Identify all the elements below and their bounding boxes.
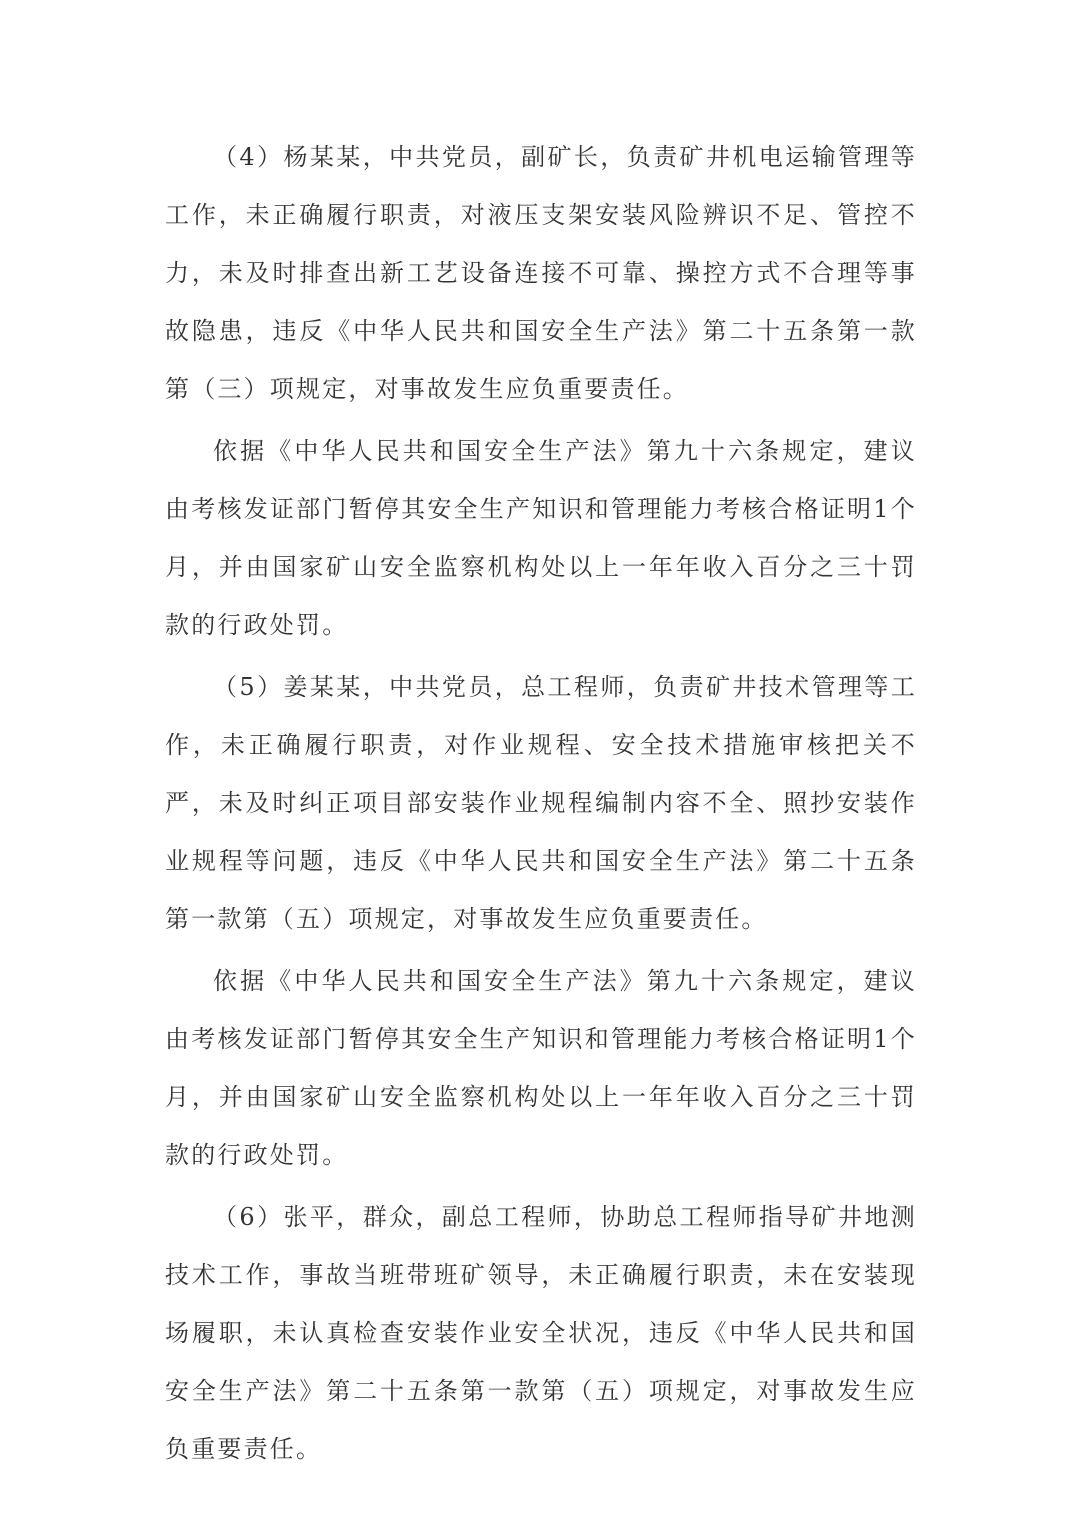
paragraph-jiang-penalty: 依据《中华人民共和国安全生产法》第九十六条规定，建议由考核发证部门暂停其安全生产知识和管理能力考核合格证明1个月，并由国家矿山安全监察机构处以上一年年收入百分之三十罚款的行政处罚。 bbox=[165, 967, 917, 1169]
paragraph-yang-penalty: 依据《中华人民共和国安全生产法》第九十六条规定，建议由考核发证部门暂停其安全生产知识和管理能力考核合格证明1个月，并由国家矿山安全监察机构处以上一年年收入百分之三十罚款的行政处罚。 bbox=[165, 437, 917, 639]
paragraph-yang-responsibility: （4）杨某某，中共党员，副矿长，负责矿井机电运输管理等工作，未正确履行职责，对液压支架安装风险辨识不足、管控不力，未及时排查出新工艺设备连接不可靠、操控方式不合理等事故隐患，违反《中华人民共和国安全生产法》第二十五条第一款第（三）项规定，对事故发生应负重要责任。 bbox=[165, 143, 917, 403]
paragraph-zhang-responsibility: （6）张平，群众，副总工程师，协助总工程师指导矿井地测技术工作，事故当班带班矿领导，未正确履行职责，未在安装现场履职，未认真检查安装作业安全状况，违反《中华人民共和国安全生产法》第二十五条第一款第（五）项规定，对事故发生应负重要责任。 bbox=[165, 1203, 917, 1463]
document-body bbox=[165, 128, 917, 1478]
paragraph-jiang-responsibility: （5）姜某某，中共党员，总工程师，负责矿井技术管理等工作，未正确履行职责，对作业规程、安全技术措施审核把关不严，未及时纠正项目部安装作业规程编制内容不全、照抄安装作业规程等问题，违反《中华人民共和国安全生产法》第二十五条第一款第（五）项规定，对事故发生应负重要责任。 bbox=[165, 673, 917, 933]
